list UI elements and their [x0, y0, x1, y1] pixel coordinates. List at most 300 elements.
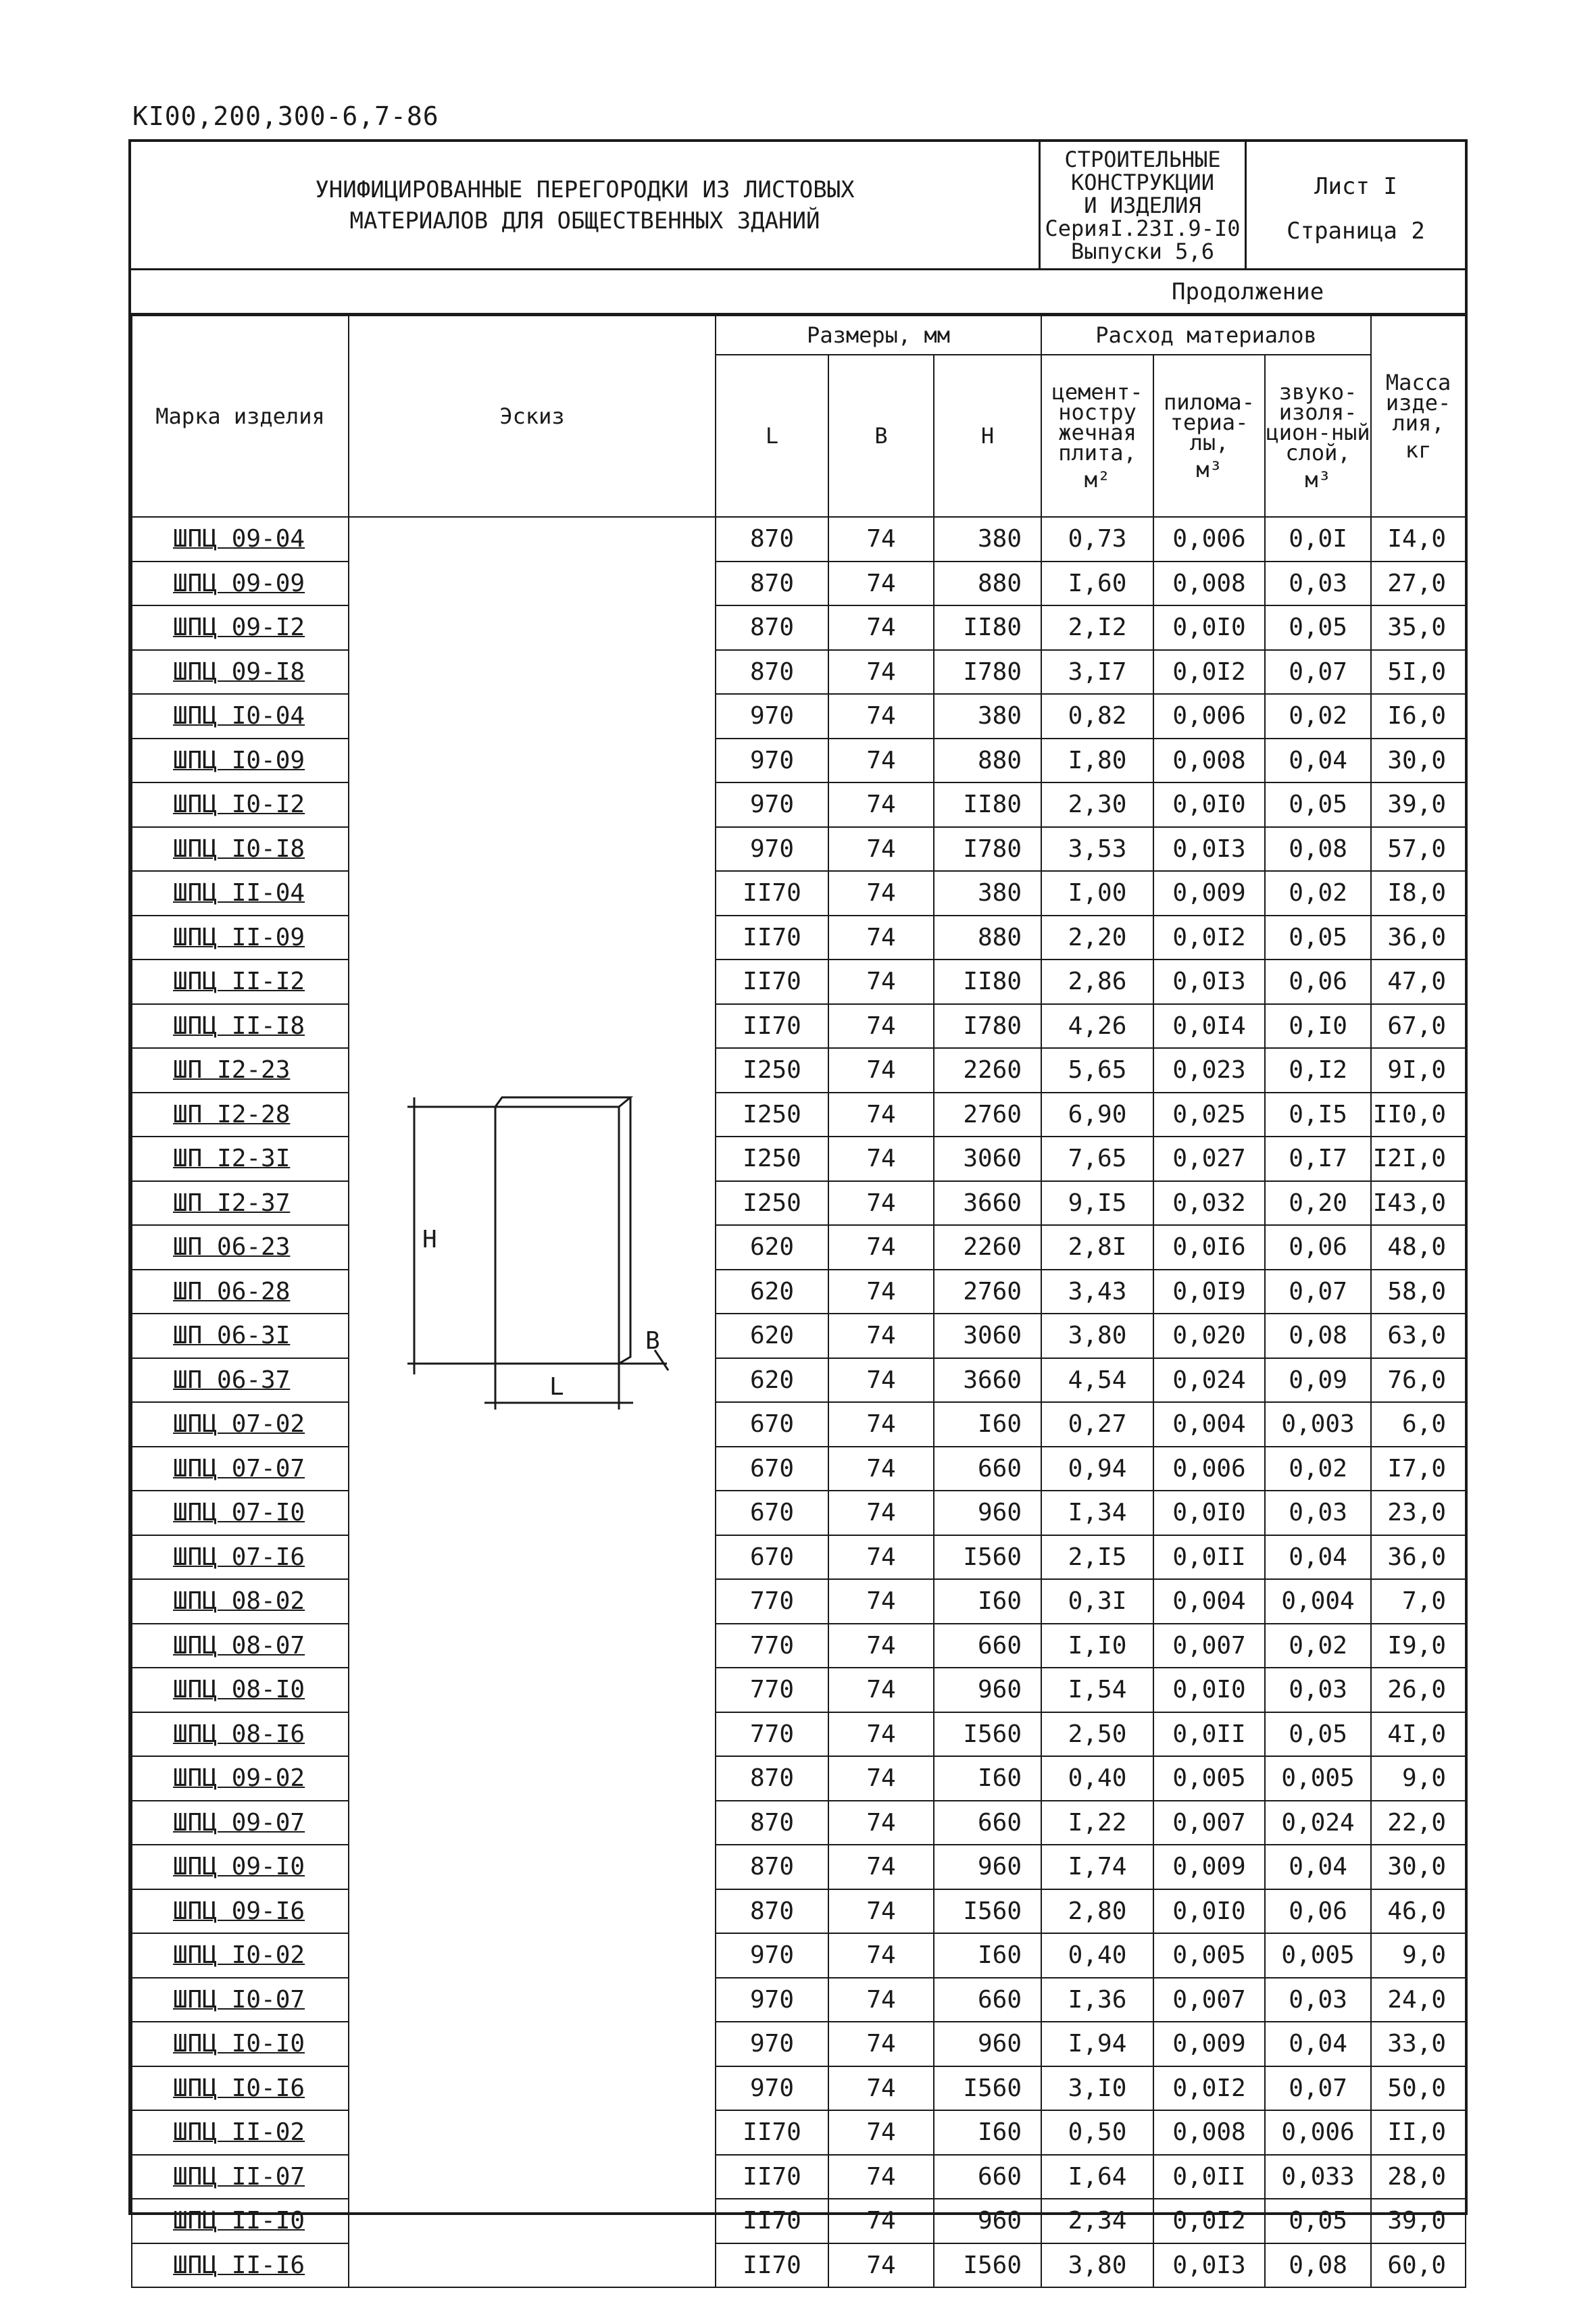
cell-sound: 0,I7 [1265, 1137, 1371, 1181]
cell-mass: 36,0 [1371, 1535, 1466, 1580]
cell-H: 660 [934, 1978, 1041, 2022]
cell-mark: ШПЦ I0-I2 [132, 782, 349, 827]
cell-cement: 0,50 [1041, 2110, 1153, 2155]
cell-L: 870 [716, 605, 828, 650]
cell-cement: 7,65 [1041, 1137, 1153, 1181]
cell-mass: 33,0 [1371, 2022, 1466, 2066]
cell-sound: 0,005 [1265, 1756, 1371, 1801]
cell-H: 3060 [934, 1137, 1041, 1181]
cell-mass: 23,0 [1371, 1491, 1466, 1535]
cell-cement: 2,50 [1041, 1712, 1153, 1757]
cell-mark: ШПЦ II-07 [132, 2155, 349, 2199]
cell-B: 74 [828, 1314, 934, 1358]
table-row [132, 605, 1466, 650]
cell-sound: 0,07 [1265, 2066, 1371, 2111]
cell-mass: 39,0 [1371, 782, 1466, 827]
cell-sound: 0,I5 [1265, 1093, 1371, 1137]
table-row [132, 694, 1466, 739]
cell-cement: 2,30 [1041, 782, 1153, 827]
cell-B: 74 [828, 1756, 934, 1801]
cell-B: 74 [828, 694, 934, 739]
cell-sound: 0,03 [1265, 1978, 1371, 2022]
cell-sound: 0,02 [1265, 1624, 1371, 1668]
sketch-label-h: H [422, 1226, 437, 1253]
cell-B: 74 [828, 782, 934, 827]
cell-L: 870 [716, 1801, 828, 1845]
cell-B: 74 [828, 1358, 934, 1403]
cell-cement: 4,26 [1041, 1004, 1153, 1049]
cell-lumber: 0,025 [1153, 1093, 1265, 1137]
series-line: КОНСТРУКЦИИ [1071, 169, 1214, 195]
cell-H: I560 [934, 1535, 1041, 1580]
cell-L: II70 [716, 2155, 828, 2199]
cell-mark: ШПЦ 08-I6 [132, 1712, 349, 1757]
cell-H: 960 [934, 1845, 1041, 1889]
page-number: Страница 2 [1287, 218, 1425, 245]
cell-mark: ШПЦ I0-09 [132, 739, 349, 783]
cell-B: 74 [828, 960, 934, 1004]
table-row [132, 1225, 1466, 1270]
cell-mass: I7,0 [1371, 1447, 1466, 1491]
cell-B: 74 [828, 1535, 934, 1580]
cell-L: 870 [716, 650, 828, 695]
cell-mass: 39,0 [1371, 2199, 1466, 2243]
table-row [132, 2110, 1466, 2155]
table-row [132, 1845, 1466, 1889]
table-row [132, 1801, 1466, 1845]
table-row [132, 1491, 1466, 1535]
cell-H: 960 [934, 2199, 1041, 2243]
panel-sketch [349, 518, 716, 2234]
header-lumber [1153, 355, 1265, 517]
cell-lumber: 0,0I0 [1153, 1889, 1265, 1934]
cell-lumber: 0,024 [1153, 1358, 1265, 1403]
cell-L: 620 [716, 1358, 828, 1403]
cell-cement: 3,80 [1041, 2243, 1153, 2288]
table-row [132, 2066, 1466, 2111]
cell-mark: ШП 06-37 [132, 1358, 349, 1403]
cell-mass: II0,0 [1371, 1093, 1466, 1137]
cell-sound: 0,05 [1265, 782, 1371, 827]
cell-sound: 0,05 [1265, 1712, 1371, 1757]
cell-sound: 0,08 [1265, 827, 1371, 872]
cell-cement: 0,3I [1041, 1579, 1153, 1624]
cell-cement: I,94 [1041, 2022, 1153, 2066]
cell-mark: ШПЦ II-I6 [132, 2243, 349, 2288]
table-row [132, 1181, 1466, 1226]
cell-mass: 58,0 [1371, 1270, 1466, 1314]
cell-sound: 0,02 [1265, 1447, 1371, 1491]
cell-H: I60 [934, 1756, 1041, 1801]
cell-L: II70 [716, 916, 828, 960]
cell-sound: 0,05 [1265, 605, 1371, 650]
table-row [132, 1668, 1466, 1712]
cell-cement: 5,65 [1041, 1048, 1153, 1093]
sheet-info [1247, 142, 1465, 268]
cell-lumber: 0,005 [1153, 1933, 1265, 1978]
cell-H: 960 [934, 2022, 1041, 2066]
cell-mass: 9I,0 [1371, 1048, 1466, 1093]
header-sketch: Эскиз [349, 316, 716, 517]
cell-L: II70 [716, 871, 828, 916]
cell-sound: 0,02 [1265, 871, 1371, 916]
cell-B: 74 [828, 827, 934, 872]
cell-sound: 0,005 [1265, 1933, 1371, 1978]
cell-mark: ШПЦ 08-I0 [132, 1668, 349, 1712]
cell-B: 74 [828, 1137, 934, 1181]
products-table [131, 315, 1466, 2288]
cell-lumber: 0,0I9 [1153, 1270, 1265, 1314]
cell-mass: I8,0 [1371, 871, 1466, 916]
cell-cement: 4,54 [1041, 1358, 1153, 1403]
cell-H: II80 [934, 960, 1041, 1004]
cell-lumber: 0,0I2 [1153, 2199, 1265, 2243]
cell-sound: 0,0I [1265, 517, 1371, 562]
series-info [1041, 142, 1247, 268]
cell-sound: 0,04 [1265, 739, 1371, 783]
cell-cement: I,22 [1041, 1801, 1153, 1845]
header-mass [1371, 316, 1466, 517]
header-sound-unit: м³ [1305, 467, 1331, 493]
cell-cement: 0,40 [1041, 1933, 1153, 1978]
cell-H: 380 [934, 871, 1041, 916]
cell-L: II70 [716, 2199, 828, 2243]
cell-mass: I6,0 [1371, 694, 1466, 739]
cell-L: 620 [716, 1270, 828, 1314]
cell-mass: I4,0 [1371, 517, 1466, 562]
header-H: H [934, 355, 1041, 517]
cell-mark: ШПЦ I0-02 [132, 1933, 349, 1978]
cell-B: 74 [828, 1933, 934, 1978]
cell-cement: 6,90 [1041, 1093, 1153, 1137]
cell-H: 660 [934, 1624, 1041, 1668]
cell-sound: 0,03 [1265, 562, 1371, 606]
table-row [132, 650, 1466, 695]
cell-mass: 63,0 [1371, 1314, 1466, 1358]
cell-L: 670 [716, 1535, 828, 1580]
continuation-row [131, 270, 1465, 315]
cell-mass: 36,0 [1371, 916, 1466, 960]
cell-mass: 22,0 [1371, 1801, 1466, 1845]
cell-mark: ШПЦ 09-I6 [132, 1889, 349, 1934]
cell-mark: ШПЦ II-02 [132, 2110, 349, 2155]
cell-lumber: 0,005 [1153, 1756, 1265, 1801]
cell-cement: I,34 [1041, 1491, 1153, 1535]
cell-L: I250 [716, 1093, 828, 1137]
cell-mark: ШПЦ II-09 [132, 916, 349, 960]
cell-cement: 2,86 [1041, 960, 1153, 1004]
cell-cement: 2,34 [1041, 2199, 1153, 2243]
table-row [132, 1358, 1466, 1403]
cell-L: 770 [716, 1579, 828, 1624]
header-materials: Расход материалов [1041, 316, 1371, 355]
cell-cement: I,54 [1041, 1668, 1153, 1712]
cell-mark: ШПЦ 09-02 [132, 1756, 349, 1801]
cell-B: 74 [828, 562, 934, 606]
table-row [132, 916, 1466, 960]
cell-lumber: 0,007 [1153, 1624, 1265, 1668]
table-body [132, 517, 1466, 2287]
cell-mass: 57,0 [1371, 827, 1466, 872]
cell-L: 970 [716, 739, 828, 783]
cell-mass: I43,0 [1371, 1181, 1466, 1226]
cell-cement: 2,I5 [1041, 1535, 1153, 1580]
cell-sound: 0,I0 [1265, 1004, 1371, 1049]
sketch-cell [349, 517, 716, 2287]
cell-sound: 0,08 [1265, 1314, 1371, 1358]
cell-H: 880 [934, 739, 1041, 783]
cell-sound: 0,06 [1265, 1225, 1371, 1270]
series-line: Выпуски 5,6 [1071, 238, 1214, 264]
cell-B: 74 [828, 605, 934, 650]
cell-cement: 9,I5 [1041, 1181, 1153, 1226]
cell-L: 970 [716, 1978, 828, 2022]
cell-mass: II,0 [1371, 2110, 1466, 2155]
header-cement-label: цемент-ностру жечная плита, [1051, 379, 1143, 466]
table-row [132, 827, 1466, 872]
cell-sound: 0,02 [1265, 694, 1371, 739]
cell-mark: ШПЦ 07-I6 [132, 1535, 349, 1580]
cell-H: I780 [934, 1004, 1041, 1049]
cell-L: 670 [716, 1402, 828, 1447]
cell-B: 74 [828, 916, 934, 960]
series-line: И ИЗДЕЛИЯ [1084, 192, 1201, 218]
table-row [132, 1137, 1466, 1181]
cell-H: II80 [934, 782, 1041, 827]
cell-B: 74 [828, 1270, 934, 1314]
cell-L: 970 [716, 694, 828, 739]
cell-sound: 0,033 [1265, 2155, 1371, 2199]
cell-H: 660 [934, 2155, 1041, 2199]
sketch-label-b: B [645, 1327, 660, 1355]
cell-mass: 76,0 [1371, 1358, 1466, 1403]
cell-B: 74 [828, 871, 934, 916]
cell-B: 74 [828, 2110, 934, 2155]
cell-B: 74 [828, 1402, 934, 1447]
cell-mark: ШП I2-23 [132, 1048, 349, 1093]
cell-cement: I,I0 [1041, 1624, 1153, 1668]
cell-lumber: 0,020 [1153, 1314, 1265, 1358]
table-row [132, 2022, 1466, 2066]
table-row [132, 782, 1466, 827]
cell-mass: 46,0 [1371, 1889, 1466, 1934]
cell-cement: I,74 [1041, 1845, 1153, 1889]
cell-L: 870 [716, 1756, 828, 1801]
cell-mass: 67,0 [1371, 1004, 1466, 1049]
cell-H: 2260 [934, 1225, 1041, 1270]
title-line: УНИФИЦИРОВАННЫЕ ПЕРЕГОРОДКИ ИЗ ЛИСТОВЫХ [315, 176, 855, 203]
cell-B: 74 [828, 650, 934, 695]
cell-mark: ШПЦ I0-I0 [132, 2022, 349, 2066]
cell-H: I60 [934, 1402, 1041, 1447]
cell-mark: ШПЦ 07-I0 [132, 1491, 349, 1535]
table-row [132, 1535, 1466, 1580]
cell-B: 74 [828, 1093, 934, 1137]
cell-H: 3660 [934, 1181, 1041, 1226]
header-sound-label: звуко-изоля-цион-ный слой, [1266, 379, 1370, 466]
cell-H: I780 [934, 827, 1041, 872]
cell-H: 3060 [934, 1314, 1041, 1358]
cell-L: 870 [716, 1845, 828, 1889]
cell-H: I560 [934, 2243, 1041, 2288]
cell-H: 380 [934, 694, 1041, 739]
cell-sound: 0,05 [1265, 916, 1371, 960]
cell-mark: ШПЦ II-04 [132, 871, 349, 916]
cell-mass: 5I,0 [1371, 650, 1466, 695]
cell-L: 670 [716, 1447, 828, 1491]
table-row [132, 1579, 1466, 1624]
cell-sound: 0,05 [1265, 2199, 1371, 2243]
cell-B: 74 [828, 1181, 934, 1226]
cell-lumber: 0,0I2 [1153, 916, 1265, 960]
cell-L: II70 [716, 2110, 828, 2155]
cell-mark: ШПЦ 09-I8 [132, 650, 349, 695]
cell-sound: 0,07 [1265, 650, 1371, 695]
cell-H: I60 [934, 2110, 1041, 2155]
cell-mark: ШП I2-28 [132, 1093, 349, 1137]
cell-lumber: 0,0I2 [1153, 650, 1265, 695]
cell-mark: ШПЦ I0-07 [132, 1978, 349, 2022]
cell-mark: ШП 06-28 [132, 1270, 349, 1314]
cell-mass: 60,0 [1371, 2243, 1466, 2288]
cell-B: 74 [828, 1668, 934, 1712]
cell-lumber: 0,0I3 [1153, 960, 1265, 1004]
header-cement-unit: м² [1084, 467, 1111, 493]
cell-B: 74 [828, 1491, 934, 1535]
cell-lumber: 0,0I6 [1153, 1225, 1265, 1270]
cell-H: 2260 [934, 1048, 1041, 1093]
cell-sound: 0,06 [1265, 1889, 1371, 1934]
cell-L: 620 [716, 1314, 828, 1358]
cell-B: 74 [828, 2066, 934, 2111]
cell-sound: 0,09 [1265, 1358, 1371, 1403]
table-row [132, 1889, 1466, 1934]
cell-L: 970 [716, 827, 828, 872]
cell-mark: ШПЦ II-I8 [132, 1004, 349, 1049]
cell-sound: 0,08 [1265, 2243, 1371, 2288]
cell-cement: 2,80 [1041, 1889, 1153, 1934]
cell-sound: 0,20 [1265, 1181, 1371, 1226]
cell-H: I780 [934, 650, 1041, 695]
table-row [132, 517, 1466, 562]
table-row [132, 871, 1466, 916]
cell-L: 970 [716, 1933, 828, 1978]
cell-H: 960 [934, 1668, 1041, 1712]
cell-H: II80 [934, 605, 1041, 650]
cell-lumber: 0,0I3 [1153, 2243, 1265, 2288]
cell-H: I560 [934, 2066, 1041, 2111]
table-row [132, 1624, 1466, 1668]
cell-lumber: 0,027 [1153, 1137, 1265, 1181]
cell-lumber: 0,0I0 [1153, 1668, 1265, 1712]
cell-cement: 0,82 [1041, 694, 1153, 739]
cell-mass: I2I,0 [1371, 1137, 1466, 1181]
table-row [132, 1314, 1466, 1358]
cell-L: 770 [716, 1624, 828, 1668]
cell-H: 660 [934, 1801, 1041, 1845]
cell-mark: ШПЦ 09-I2 [132, 605, 349, 650]
cell-mass: 6,0 [1371, 1402, 1466, 1447]
cell-L: 970 [716, 782, 828, 827]
cell-L: 670 [716, 1491, 828, 1535]
cell-L: I250 [716, 1181, 828, 1226]
cell-lumber: 0,008 [1153, 562, 1265, 606]
cell-sound: 0,04 [1265, 1845, 1371, 1889]
cell-lumber: 0,0II [1153, 2155, 1265, 2199]
cell-H: I560 [934, 1889, 1041, 1934]
cell-sound: 0,03 [1265, 1491, 1371, 1535]
cell-L: 870 [716, 517, 828, 562]
document-code: КI00,200,300-6,7-86 [132, 101, 439, 131]
table-row [132, 1978, 1466, 2022]
cell-sound: 0,006 [1265, 2110, 1371, 2155]
cell-L: 970 [716, 2066, 828, 2111]
continuation-label: Продолжение [1172, 278, 1324, 305]
cell-sound: 0,06 [1265, 960, 1371, 1004]
cell-B: 74 [828, 1624, 934, 1668]
cell-lumber: 0,004 [1153, 1579, 1265, 1624]
cell-H: 660 [934, 1447, 1041, 1491]
cell-L: 620 [716, 1225, 828, 1270]
cell-lumber: 0,0II [1153, 1535, 1265, 1580]
document-title [131, 142, 1041, 268]
table-row [132, 739, 1466, 783]
cell-mass: 7,0 [1371, 1579, 1466, 1624]
cell-cement: 3,53 [1041, 827, 1153, 872]
cell-mass: 24,0 [1371, 1978, 1466, 2022]
cell-mark: ШПЦ 07-02 [132, 1402, 349, 1447]
cell-lumber: 0,0I2 [1153, 2066, 1265, 2111]
cell-cement: I,60 [1041, 562, 1153, 606]
cell-mark: ШПЦ 08-02 [132, 1579, 349, 1624]
cell-lumber: 0,0I0 [1153, 1491, 1265, 1535]
cell-cement: I,80 [1041, 739, 1153, 783]
cell-H: I560 [934, 1712, 1041, 1757]
cell-mark: ШПЦ 07-07 [132, 1447, 349, 1491]
table-row [132, 1048, 1466, 1093]
cell-cement: 3,80 [1041, 1314, 1153, 1358]
cell-H: I60 [934, 1579, 1041, 1624]
cell-mark: ШПЦ I0-I8 [132, 827, 349, 872]
cell-cement: 0,40 [1041, 1756, 1153, 1801]
cell-H: 2760 [934, 1270, 1041, 1314]
cell-lumber: 0,006 [1153, 517, 1265, 562]
cell-mass: 30,0 [1371, 1845, 1466, 1889]
cell-cement: 2,8I [1041, 1225, 1153, 1270]
header-cement [1041, 355, 1153, 517]
cell-mass: 48,0 [1371, 1225, 1466, 1270]
cell-sound: 0,I2 [1265, 1048, 1371, 1093]
cell-lumber: 0,0I4 [1153, 1004, 1265, 1049]
cell-L: 770 [716, 1668, 828, 1712]
cell-cement: 2,I2 [1041, 605, 1153, 650]
header-lumber-unit: м³ [1196, 457, 1222, 482]
cell-sound: 0,07 [1265, 1270, 1371, 1314]
table-row [132, 2243, 1466, 2288]
cell-mark: ШПЦ 09-I0 [132, 1845, 349, 1889]
cell-mark: ШП I2-3I [132, 1137, 349, 1181]
cell-B: 74 [828, 1225, 934, 1270]
cell-mark: ШПЦ II-I0 [132, 2199, 349, 2243]
cell-mass: 4I,0 [1371, 1712, 1466, 1757]
header-mark: Марка изделия [132, 316, 349, 517]
table-row [132, 1004, 1466, 1049]
cell-B: 74 [828, 739, 934, 783]
cell-mass: 28,0 [1371, 2155, 1466, 2199]
cell-lumber: 0,0II [1153, 1712, 1265, 1757]
cell-sound: 0,04 [1265, 2022, 1371, 2066]
cell-H: 2760 [934, 1093, 1041, 1137]
